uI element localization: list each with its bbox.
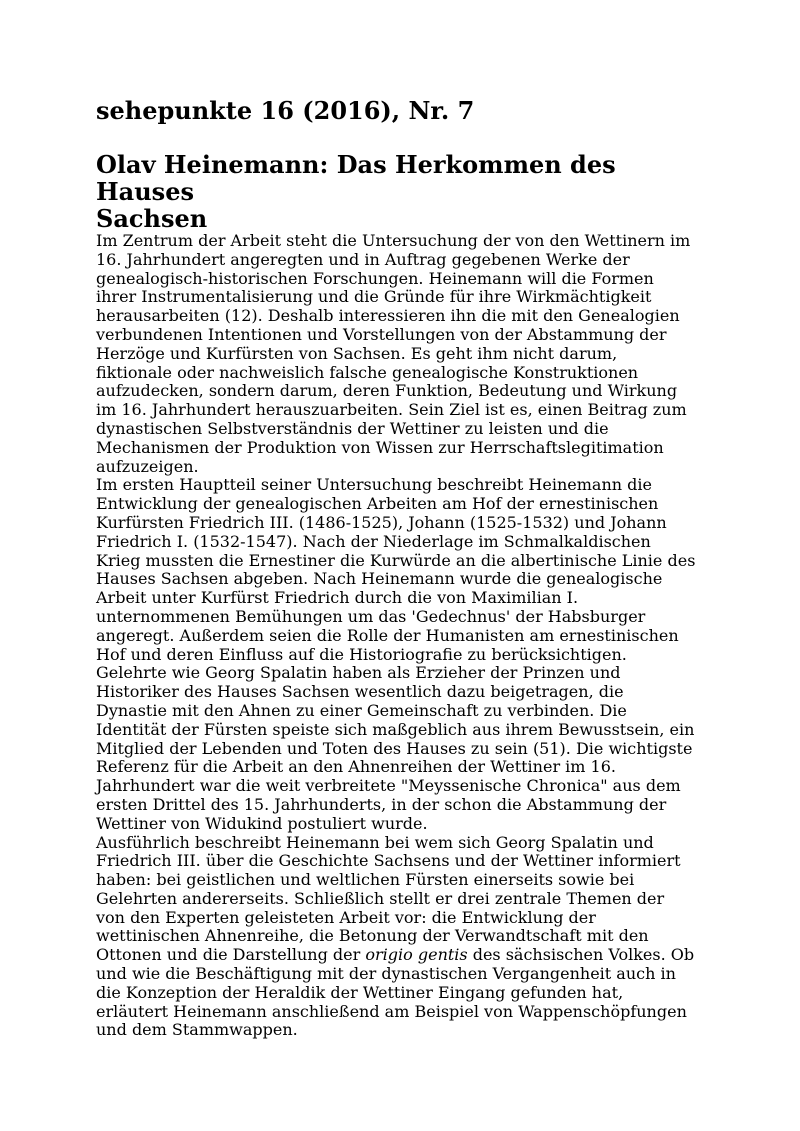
text-line: ihrer Instrumentalisierung und die Gründe für ihre Wirkmächtigkeit: [96, 287, 652, 307]
text-line: dynastischen Selbstverständnis der Wettiner zu leisten und die: [96, 418, 609, 438]
text-line: Referenz für die Arbeit an den Ahnenreihen der Wettiner im 16.: [96, 757, 616, 777]
text-line: und dem Stammwappen.: [96, 1020, 298, 1040]
text-line: genealogisch-historischen Forschungen. Heinemann will die Formen: [96, 268, 654, 288]
text-line: Hof und deren Einfluss auf die Historiografie zu berücksichtigen.: [96, 644, 627, 664]
text-line: Gelehrten andererseits. Schließlich stellt er drei zentrale Themen der: [96, 888, 665, 908]
paragraph-first-part: [96, 476, 716, 833]
text-line: Jahrhundert war die weit verbreitete "Meyssenische Chronica" aus dem: [96, 776, 681, 796]
italic-term: origio gentis: [365, 945, 468, 965]
text-line: Friedrich I. (1532-1547). Nach der Niederlage im Schmalkaldischen: [96, 531, 651, 551]
text-line: und wie die Beschäftigung mit der dynastischen Vergangenheit auch in: [96, 964, 676, 984]
text-line: erläutert Heinemann anschließend am Beispiel von Wappenschöpfungen: [96, 1001, 687, 1021]
text-line: von den Experten geleisteten Arbeit vor: die Entwicklung der: [96, 907, 596, 927]
text-line: Dynastie mit den Ahnen zu einer Gemeinschaft zu verbinden. Die: [96, 700, 627, 720]
text-line: herausarbeiten (12). Deshalb interessieren ihn die mit den Genealogien: [96, 306, 680, 326]
text-line: im 16. Jahrhundert herauszuarbeiten. Sein Ziel ist es, einen Beitrag zum: [96, 400, 687, 420]
text-line: Gelehrte wie Georg Spalatin haben als Erzieher der Prinzen und: [96, 663, 621, 683]
text-line: Herzöge und Kurfürsten von Sachsen. Es geht ihm nicht darum,: [96, 343, 618, 363]
text-line: Kurfürsten Friedrich III. (1486-1525), Johann (1525-1532) und Johann: [96, 512, 667, 532]
text-line: Krieg mussten die Ernestiner die Kurwürde an die albertinische Linie des: [96, 550, 696, 570]
paragraph-intro: [96, 232, 716, 476]
review-title-line: Olav Heinemann: Das Herkommen des Hauses: [96, 150, 616, 206]
text-line: haben: bei geistlichen und weltlichen Fürsten einerseits sowie bei: [96, 870, 635, 890]
review-title-line: Sachsen: [96, 204, 208, 233]
document-page: [96, 96, 716, 1040]
text-line: Identität der Fürsten speiste sich maßgeblich aus ihrem Bewusstsein, ein: [96, 719, 695, 739]
text-line: Im Zentrum der Arbeit steht die Untersuchung der von den Wettinern im: [96, 231, 691, 250]
text-line: verbundenen Intentionen und Vorstellungen von der Abstammung der: [96, 324, 667, 344]
text-line: die Konzeption der Heraldik der Wettiner Eingang gefunden hat,: [96, 982, 624, 1002]
paragraph-experts: [96, 834, 716, 1041]
text-line: aufzudecken, sondern darum, deren Funktion, Bedeutung und Wirkung: [96, 381, 678, 401]
text-line: Arbeit unter Kurfürst Friedrich durch die von Maximilian I.: [96, 588, 579, 608]
text-line: Mechanismen der Produktion von Wissen zur Herrschaftslegitimation: [96, 437, 664, 457]
text-run: Ottonen und die Darstellung der: [96, 945, 366, 965]
text-line: unternommenen Bemühungen um das 'Gedechnus' der Habsburger: [96, 606, 646, 626]
text-line: fiktionale oder nachweislich falsche genealogische Konstruktionen: [96, 362, 639, 382]
text-line: Entwicklung der genealogischen Arbeiten am Hof der ernestinischen: [96, 494, 659, 514]
text-run: des sächsischen Volkes. Ob: [467, 945, 695, 965]
text-line: ersten Drittel des 15. Jahrhunderts, in der schon die Abstammung der: [96, 794, 667, 814]
review-title: [96, 151, 716, 232]
text-line-italic-term: [96, 946, 716, 965]
text-line: Im ersten Hauptteil seiner Untersuchung beschreibt Heinemann die: [96, 475, 652, 495]
journal-citation: sehepunkte 16 (2016), Nr. 7: [96, 96, 475, 125]
text-line: 16. Jahrhundert angeregten und in Auftrag gegebenen Werke der: [96, 249, 630, 269]
text-line: Hauses Sachsen abgeben. Nach Heinemann wurde die genealogische: [96, 569, 663, 589]
text-line: aufzuzeigen.: [96, 456, 199, 476]
text-line: Historiker des Hauses Sachsen wesentlich dazu beigetragen, die: [96, 682, 624, 702]
text-line: Wettiner von Widukind postuliert wurde.: [96, 813, 428, 833]
text-line: Mitglied der Lebenden und Toten des Hauses zu sein (51). Die wichtigste: [96, 738, 693, 758]
text-line: wettinischen Ahnenreihe, die Betonung der Verwandtschaft mit den: [96, 926, 649, 946]
text-line: Ausführlich beschreibt Heinemann bei wem sich Georg Spalatin und: [96, 832, 654, 852]
text-line: Friedrich III. über die Geschichte Sachsens und der Wettiner informiert: [96, 851, 681, 871]
text-line: angeregt. Außerdem seien die Rolle der Humanisten am ernestinischen: [96, 625, 679, 645]
